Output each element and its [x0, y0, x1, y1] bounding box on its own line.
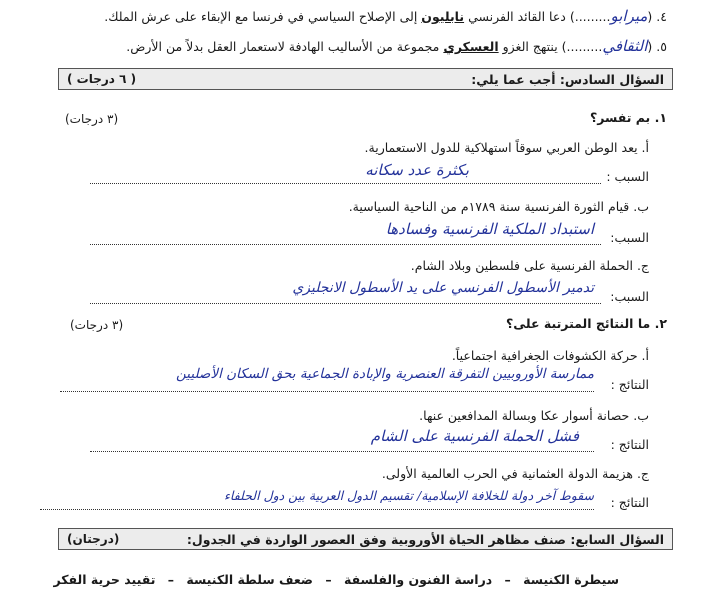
answer-line	[90, 303, 601, 304]
prompt-1b: ب. قيام الثورة الفرنسية سنة ١٧٨٩م من الناحية السياسية.	[348, 199, 649, 214]
item-separator: –	[504, 572, 511, 587]
question-grade: ( ٦ درجات )	[67, 72, 137, 86]
fill-item-4: ٤. (ميرابو.........) دعا القائد الفرنسي نابليون إلى الإصلاح السياسي في فرنسا مع الإبقاء على عرش الملك.	[104, 7, 667, 25]
prompt-2a: أ. حركة الكشوفات الجغرافية اجتماعياً.	[451, 348, 649, 363]
item-text: سيطرة الكنيسة	[523, 572, 619, 587]
question-title: السؤال السادس: أجب عما يلي:	[471, 72, 664, 87]
underlined-term: العسكري	[443, 39, 499, 54]
sentence-text: ينتهج الغزو	[502, 39, 558, 54]
handwritten-answer: ميرابو	[610, 7, 648, 25]
subquestion-1-points: (٣ درجات)	[65, 112, 119, 126]
fill-item-5: ٥. (الثقافي.........) ينتهج الغزو العسكري مجموعة من الأساليب الهادفة لاستعمار العقل بدلاً من الأرض.	[126, 37, 667, 55]
item-separator: –	[325, 572, 332, 587]
answer-line	[90, 451, 594, 452]
handwritten-answer-1b: استبداد الملكية الفرنسية وفسادها	[385, 220, 594, 238]
prompt-2c: ج. هزيمة الدولة العثمانية في الحرب العالمية الأولى.	[381, 466, 649, 481]
handwritten-answer-1a: بكثرة عدد سكانه	[365, 161, 469, 179]
item-separator: –	[167, 572, 175, 587]
handwritten-answer-2c: سقوط آخر دولة للخلافة الإسلامية/ تقسيم الدول العربية بين دول الحلفاء	[224, 488, 594, 503]
subquestion-2-title: ٢. ما النتائج المترتبة على؟	[506, 316, 667, 331]
item-number: ٤.	[656, 9, 667, 24]
sentence-text: دعا القائد الفرنسي	[468, 9, 566, 24]
answer-label: السبب:	[610, 289, 649, 304]
item-text: تقييد حرية الفكر	[53, 572, 156, 587]
question-title: السؤال السابع: صنف مظاهر الحياة الأوروبية وفق العصور الواردة في الجدول:	[186, 532, 664, 547]
answer-label: السبب:	[610, 230, 649, 245]
answer-label: السبب :	[606, 169, 649, 184]
answer-line	[60, 391, 594, 392]
handwritten-answer-2a: ممارسة الأوروبيين التفرقة العنصرية والإبادة الجماعية بحق السكان الأصليين	[176, 366, 594, 382]
underlined-term: نابليون	[421, 9, 465, 24]
answer-label: النتائج :	[610, 377, 649, 392]
answer-label: النتائج :	[610, 437, 649, 452]
item-number: ٥.	[656, 39, 667, 54]
answer-label: النتائج :	[610, 495, 649, 510]
classification-items	[54, 572, 620, 587]
question-7-header	[58, 528, 673, 550]
answer-line	[40, 509, 594, 510]
prompt-1c: ج. الحملة الفرنسية على فلسطين وبلاد الشام.	[410, 258, 649, 273]
prompt-2b: ب. حصانة أسوار عكا وبسالة المدافعين عنها.	[419, 408, 649, 423]
sentence-text: إلى الإصلاح السياسي في فرنسا مع الإبقاء على عرش الملك.	[104, 9, 418, 24]
handwritten-answer-2b: فشل الحملة الفرنسية على الشام	[370, 427, 579, 445]
sentence-text: مجموعة من الأساليب الهادفة لاستعمار العقل بدلاً من الأرض.	[126, 39, 440, 54]
handwritten-answer-1c: تدمير الأسطول الفرنسي على يد الأسطول الانجليزي	[292, 280, 594, 296]
item-text: دراسة الفنون والفلسفة	[343, 572, 493, 587]
answer-line	[90, 244, 601, 245]
subquestion-2-points: (٣ درجات)	[70, 318, 124, 332]
answer-line	[90, 183, 601, 184]
item-text: ضعف سلطة الكنيسة	[186, 572, 314, 587]
subquestion-1-title: ١. بم تفسر؟	[589, 110, 667, 125]
question-6-header	[58, 68, 673, 90]
prompt-1a: أ. يعد الوطن العربي سوقاً استهلاكية للدول الاستعمارية.	[364, 140, 649, 155]
handwritten-answer: الثقافي	[602, 37, 648, 55]
question-grade: (درجتان)	[67, 532, 120, 546]
